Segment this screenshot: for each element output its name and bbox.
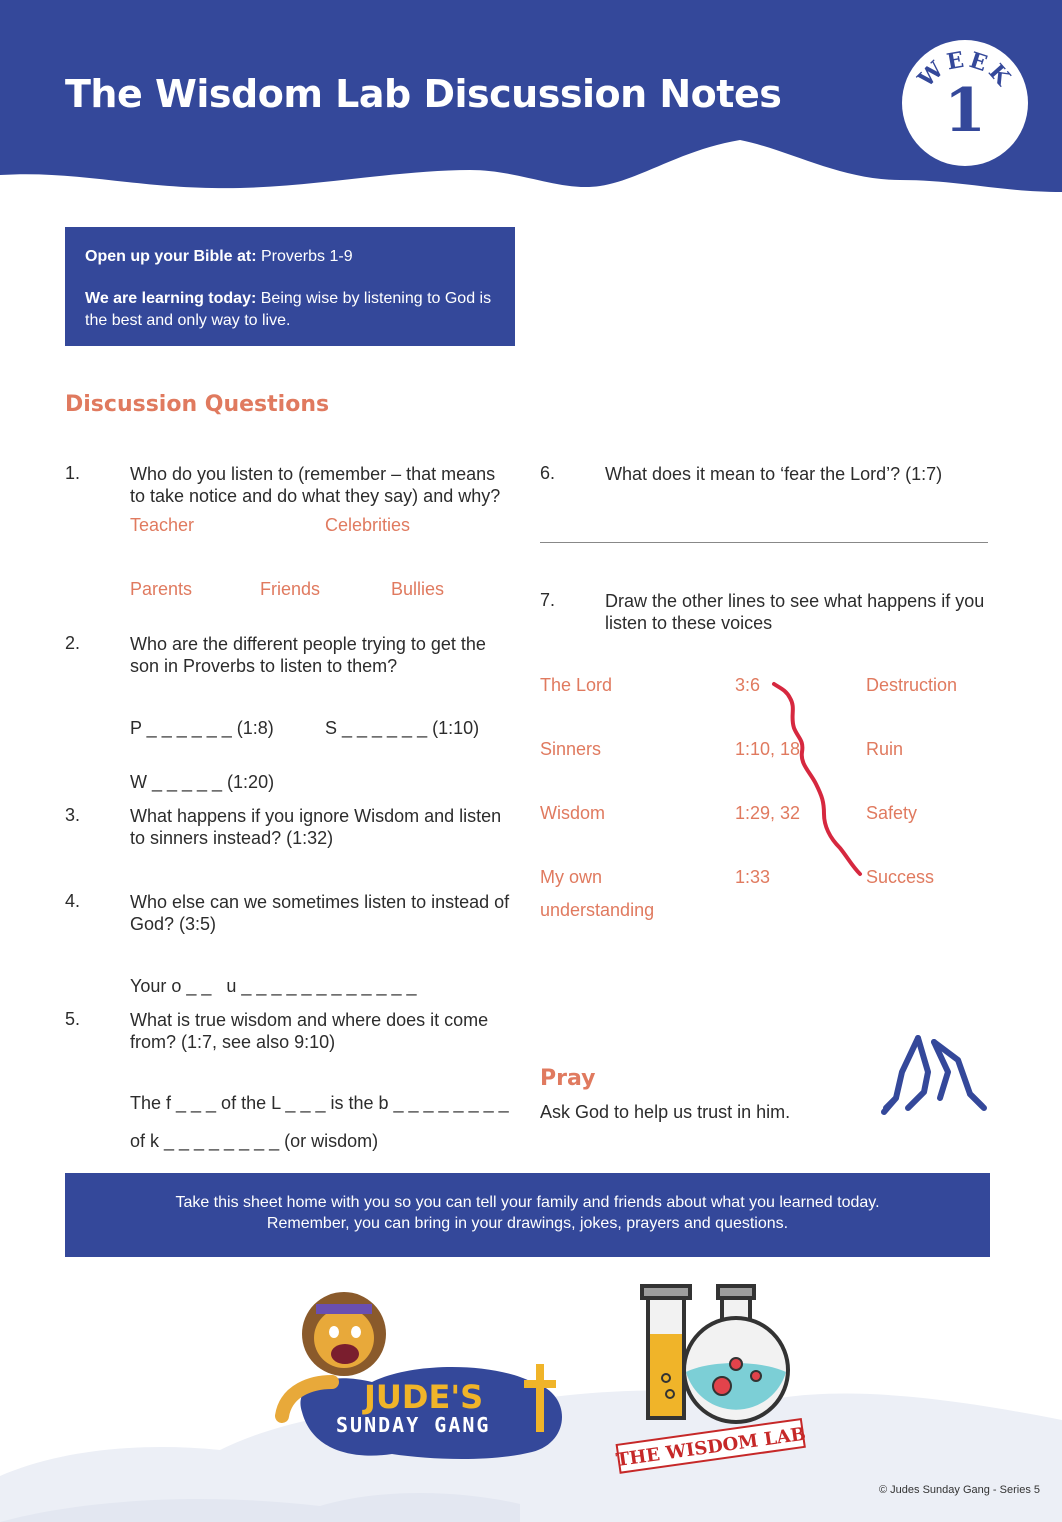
question-text: Who are the different people trying to get the son in Proverbs to listen to them?	[130, 634, 486, 676]
copyright-notice: © Judes Sunday Gang - Series 5	[879, 1484, 1040, 1496]
answer-option: Parents	[130, 579, 193, 599]
pray-text: Ask God to help us trust in him.	[540, 1102, 791, 1122]
lesson-info-box	[65, 227, 515, 346]
fill-in-blank: S _ _ _ _ _ _ (1:10)	[325, 718, 480, 738]
voice-label: Sinners	[540, 739, 602, 759]
week-label: WEEK	[913, 46, 1018, 93]
verse-reference: 1:33	[735, 867, 771, 887]
learning-line	[85, 288, 495, 332]
question-number: 3.	[65, 805, 81, 825]
verse-reference: 1:10, 18	[735, 739, 801, 759]
answer-option: Bullies	[391, 579, 445, 599]
question-text: What is true wisdom and where does it come from? (1:7, see also 9:10)	[130, 1010, 489, 1052]
question-text: Who else can we sometimes listen to instead of God? (3:5)	[130, 892, 510, 934]
learning-label: We are learning today:	[85, 290, 257, 307]
fill-in-blank: W _ _ _ _ _ (1:20)	[130, 772, 275, 792]
discussion-questions-heading: Discussion Questions	[65, 392, 330, 417]
page-title: The Wisdom Lab Discussion Notes	[65, 72, 782, 116]
outcome-label: Safety	[866, 803, 918, 823]
pray-heading: Pray	[540, 1066, 596, 1091]
judes-sunday-gang-logo	[272, 1282, 572, 1462]
fill-in-blank: Your o _ _ u _ _ _ _ _ _ _ _ _ _ _ _	[130, 976, 417, 996]
bible-reference-line	[85, 246, 495, 268]
week-number: 1	[944, 76, 986, 146]
take-home-banner	[65, 1173, 990, 1257]
question-text: Draw the other lines to see what happens if you listen to these voices	[605, 591, 985, 633]
voice-label: The Lord	[540, 675, 613, 695]
bible-reference: Proverbs 1-9	[256, 248, 353, 265]
answer-option: Teacher	[130, 515, 195, 535]
question-number: 2.	[65, 633, 81, 653]
bible-label: Open up your Bible at:	[85, 248, 257, 265]
outcome-label: Destruction	[866, 675, 958, 695]
banner-line: Remember, you can bring in your drawings, jokes, prayers and questions.	[266, 1215, 789, 1232]
voice-label: understanding	[540, 900, 655, 920]
learning-text: Being wise by listening to God is the best and only way to live.	[85, 290, 492, 329]
praying-hands-icon	[878, 1032, 990, 1138]
question-number: 6.	[540, 463, 556, 483]
question-number: 1.	[65, 463, 81, 483]
outcome-label: Success	[866, 867, 935, 887]
voice-label: My own	[540, 867, 603, 887]
lab-logo-title: THE WISDOM LAB	[614, 1423, 808, 1472]
answer-option: Friends	[260, 579, 321, 599]
voice-label: Wisdom	[540, 803, 606, 823]
question-number: 5.	[65, 1009, 81, 1029]
question-number: 4.	[65, 891, 81, 911]
logo-title: JUDE'S	[364, 1378, 484, 1416]
outcome-label: Ruin	[866, 739, 904, 759]
logo-subtitle: SUNDAY GANG	[336, 1413, 491, 1437]
matching-line-example	[760, 676, 870, 886]
fill-in-blank: P _ _ _ _ _ _ (1:8)	[130, 718, 274, 738]
fill-in-blank: of k _ _ _ _ _ _ _ _ (or wisdom)	[130, 1131, 379, 1151]
answer-option: Celebrities	[325, 515, 411, 535]
answer-line	[540, 542, 988, 543]
banner-line: Take this sheet home with you so you can tell your family and friends about what you learned today.	[175, 1194, 880, 1211]
fill-in-blank: The f _ _ _ of the L _ _ _ is the b _ _ _ _ _ _ _ _	[130, 1093, 509, 1113]
question-number: 7.	[540, 590, 556, 610]
week-badge	[902, 40, 1028, 166]
question-text: What does it mean to ‘fear the Lord’? (1:7)	[605, 464, 943, 484]
question-text: Who do you listen to (remember – that means to take notice and do what they say) and why?	[130, 464, 501, 506]
question-text: What happens if you ignore Wisdom and listen to sinners instead? (1:32)	[130, 806, 502, 848]
verse-reference: 3:6	[735, 675, 761, 695]
wisdom-lab-logo	[610, 1280, 810, 1480]
verse-reference: 1:29, 32	[735, 803, 801, 823]
